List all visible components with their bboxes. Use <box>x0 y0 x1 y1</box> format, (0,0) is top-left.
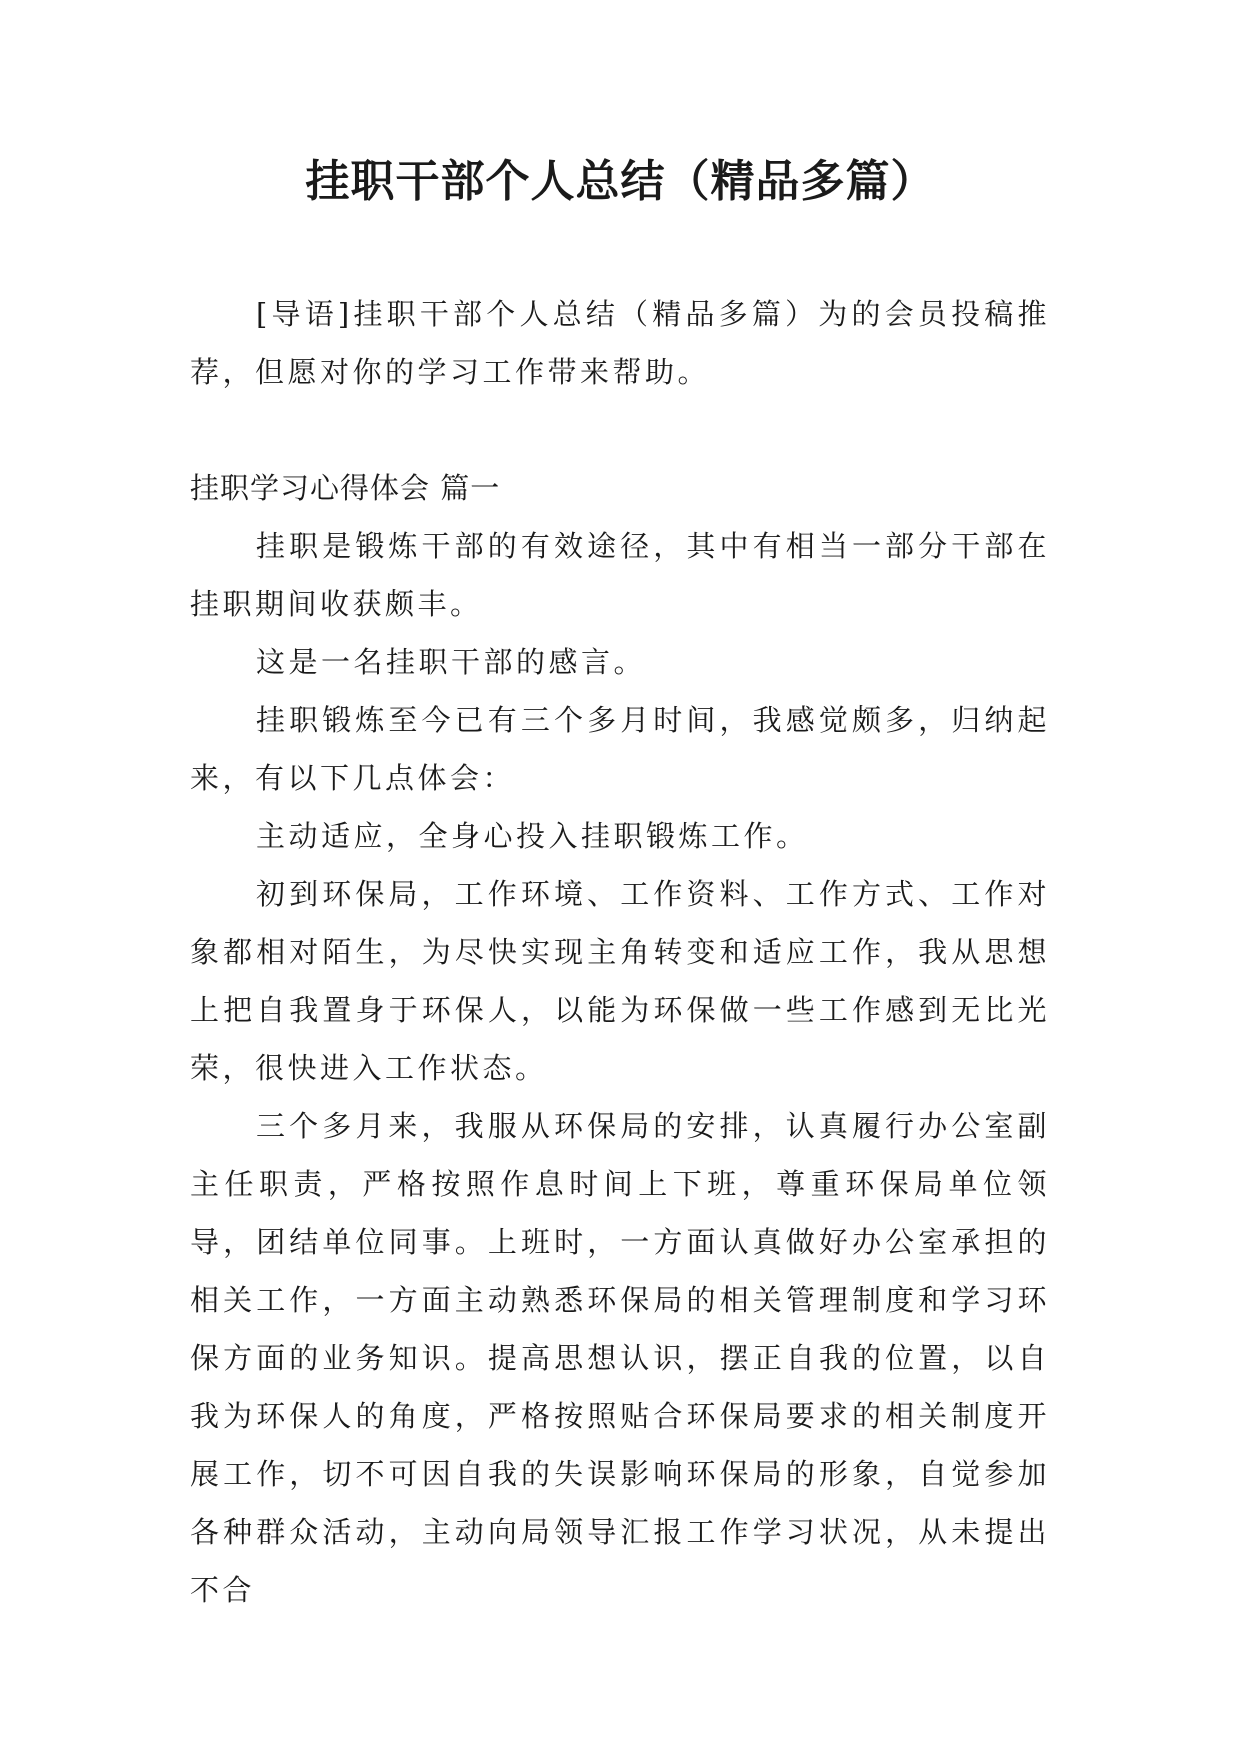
document-title: 挂职干部个人总结（精品多篇） <box>305 156 936 207</box>
body-paragraph: 挂职是锻炼干部的有效途径，其中有相当一部分干部在挂职期间收获颇丰。 <box>190 529 1050 621</box>
intro-paragraph: [导语]挂职干部个人总结（精品多篇）为的会员投稿推荐，但愿对你的学习工作带来帮助。 <box>190 297 1050 389</box>
section-heading: 挂职学习心得体会 篇一 <box>190 471 501 505</box>
body-paragraph: 这是一名挂职干部的感言。 <box>256 645 647 679</box>
body-paragraph: 挂职锻炼至今已有三个多月时间，我感觉颇多，归纳起来，有以下几点体会： <box>190 703 1050 795</box>
body-paragraph: 初到环保局，工作环境、工作资料、工作方式、工作对象都相对陌生，为尽快实现主角转变和适应工作，我从思想上把自我置身于环保人，以能为环保做一些工作感到无比光荣，很快进入工作状态。 <box>190 877 1050 1085</box>
body-paragraph: 主动适应，全身心投入挂职锻炼工作。 <box>256 819 809 853</box>
document-body <box>190 285 1050 1619</box>
body-paragraph: 三个多月来，我服从环保局的安排，认真履行办公室副主任职责，严格按照作息时间上下班，尊重环保局单位领导，团结单位同事。上班时，一方面认真做好办公室承担的相关工作，一方面主动熟悉环保局的相关管理制度和学习环保方面的业务知识。提高思想认识，摆正自我的位置，以自我为环保人的角度，严格按照贴合环保局要求的相关制度开展工作，切不可因自我的失误影响环保局的形象，自觉参加各种群众活动，主动向局领导汇报工作学习状况，从未提出不合 <box>190 1109 1050 1607</box>
